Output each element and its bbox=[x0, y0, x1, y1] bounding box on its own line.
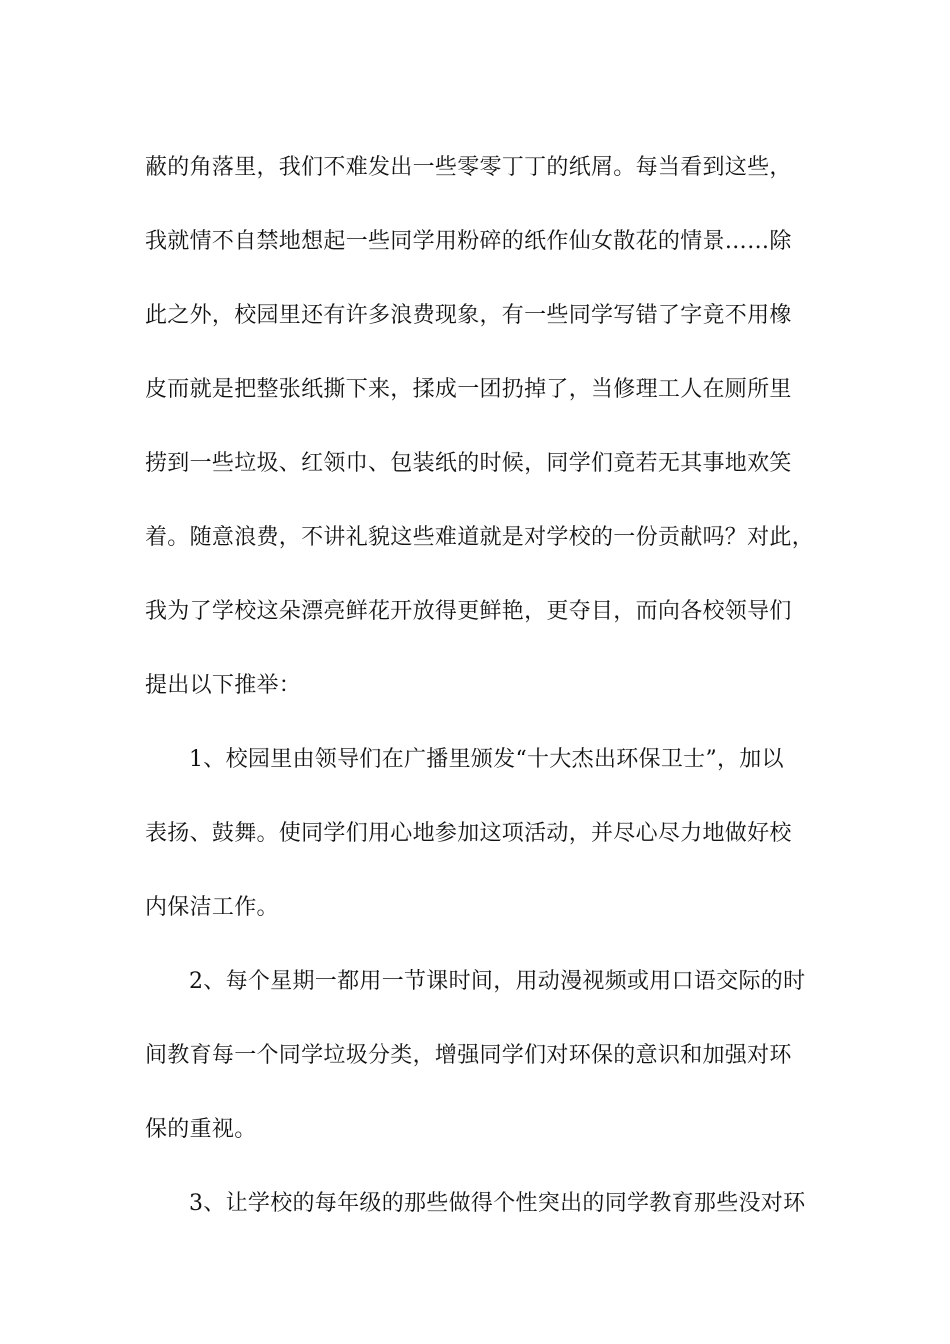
list-item-1-line: 1、校园里由领导们在广播里颁发“十大杰出环保卫士”，加以 bbox=[189, 747, 784, 772]
text-line: 捞到一些垃圾、红领巾、包装纸的时候，同学们竟若无其事地欢笑 bbox=[145, 451, 792, 476]
text-line: 着。随意浪费，不讲礼貌这些难道就是对学校的一份贡献吗？对此， bbox=[145, 525, 815, 550]
text-line: 此之外，校园里还有许多浪费现象，有一些同学写错了字竟不用橡 bbox=[145, 303, 792, 328]
text-line: 保的重视。 bbox=[145, 1117, 257, 1142]
text-line: 我为了学校这朵漂亮鲜花开放得更鲜艳，更夺目，而向各校领导们 bbox=[145, 599, 792, 624]
text-line: 蔽的角落里，我们不难发出一些零零丁丁的纸屑。每当看到这些， bbox=[145, 155, 792, 180]
body-text bbox=[145, 131, 835, 1241]
text-line: 提出以下推举： bbox=[145, 673, 302, 698]
text-line: 间教育每一个同学垃圾分类，增强同学们对环保的意识和加强对环 bbox=[145, 1043, 792, 1068]
text-line: 我就情不自禁地想起一些同学用粉碎的纸作仙女散花的情景……除 bbox=[145, 229, 792, 254]
text-line: 皮而就是把整张纸撕下来，揉成一团扔掉了，当修理工人在厕所里 bbox=[145, 377, 792, 402]
list-item-3-line: 3、让学校的每年级的那些做得个性突出的同学教育那些没对环 bbox=[189, 1191, 806, 1216]
text-line: 内保洁工作。 bbox=[145, 895, 279, 920]
list-item-2-line: 2、每个星期一都用一节课时间，用动漫视频或用口语交际的时 bbox=[189, 969, 806, 994]
text-line: 表扬、鼓舞。使同学们用心地参加这项活动，并尽心尽力地做好校 bbox=[145, 821, 792, 846]
